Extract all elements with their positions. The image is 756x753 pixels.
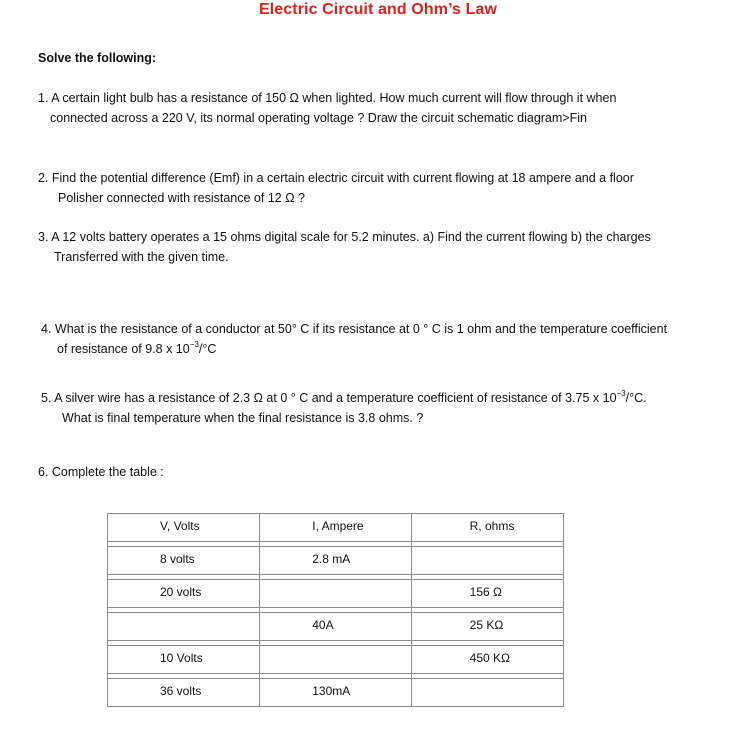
table-header-cell [260, 514, 411, 542]
table-cell: 10 Volts [108, 646, 260, 674]
table-header-cell [411, 514, 563, 542]
question-3 [38, 227, 651, 267]
table-cell: 40A [260, 613, 411, 641]
question-6 [38, 462, 164, 482]
question-1 [38, 88, 616, 128]
question-4-unit: /°C [198, 342, 217, 356]
question-5 [41, 388, 647, 428]
table-header-cell [108, 514, 260, 542]
instructions-heading: Solve the following: [38, 51, 157, 65]
table-cell: 156 Ω [411, 580, 563, 608]
ohms-law-table [107, 513, 564, 707]
question-1-line-1: 1. A certain light bulb has a resistance of 150 Ω when lighted. How much current will flow through it when [38, 91, 617, 105]
question-3-line-2: Transferred with the given time. [54, 250, 229, 264]
table-cell [411, 679, 563, 707]
table-cell [108, 613, 260, 641]
question-4-line-2-text: of resistance of 9.8 x 10 [57, 342, 190, 356]
table-row [108, 679, 564, 707]
question-2-line-1: 2. Find the potential difference (Emf) in a certain electric circuit with current flowing at 18 ampere and a floor [38, 171, 634, 185]
header-resistance: R, ohms [469, 519, 515, 533]
question-1-line-2: connected across a 220 V, its normal operating voltage ? Draw the circuit schematic diagram>Fin [50, 111, 587, 125]
question-4-exponent: −3 [189, 340, 199, 349]
page-title: Electric Circuit and Ohm’s Law [258, 1, 498, 18]
header-current: I, Ampere [312, 519, 364, 533]
question-3-line-1: 3. A 12 volts battery operates a 15 ohms digital scale for 5.2 minutes. a) Find the current flowing b) the charges [38, 230, 651, 244]
table-row [108, 646, 564, 674]
table-header-row [108, 514, 564, 542]
table-cell [260, 646, 411, 674]
table-cell: 36 volts [108, 679, 260, 707]
question-4-line-1: 4. What is the resistance of a conductor at 50° C if its resistance at 0 ° C is 1 ohm and the temperature coefficient [41, 322, 668, 336]
table-cell [260, 580, 411, 608]
table-cell: 8 volts [108, 547, 260, 575]
question-2-line-2: Polisher connected with resistance of 12 Ω ? [58, 191, 305, 205]
question-4 [41, 319, 667, 359]
table-cell: 2.8 mA [260, 547, 411, 575]
table-cell: 25 KΩ [411, 613, 563, 641]
table-row [108, 547, 564, 575]
table-cell: 130mA [260, 679, 411, 707]
question-5-unit: /°C. [625, 391, 647, 405]
question-4-line-2 [41, 339, 667, 359]
question-5-line-1 [41, 391, 647, 405]
question-5-exponent: −3 [616, 389, 626, 398]
header-voltage: V, Volts [160, 519, 200, 533]
question-5-line-2: What is final temperature when the final resistance is 3.8 ohms. ? [62, 411, 424, 425]
table-cell: 450 KΩ [411, 646, 563, 674]
table-row [108, 580, 564, 608]
table-cell [411, 547, 563, 575]
table-row [108, 613, 564, 641]
question-5-line-1-text: 5. A silver wire has a resistance of 2.3 Ω at 0 ° C and a temperature coefficient of resistance of 3.75 x 10 [41, 391, 617, 405]
table-cell: 20 volts [108, 580, 260, 608]
question-2 [38, 168, 634, 208]
question-6-line-1: 6. Complete the table : [38, 465, 164, 479]
